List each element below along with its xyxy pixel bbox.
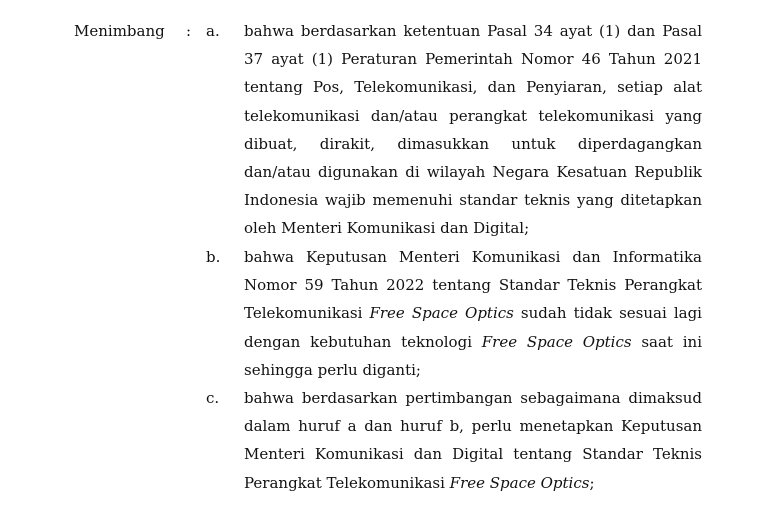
consideration-b-italic-term: Free Space Optics [369,304,514,323]
consideration-a-segment: bahwa berdasarkan ketentuan Pasal 34 ayat (1) dan Pasal 37 ayat (1) Peraturan Pemerintah Nomor 46 Tahun 2021 tentang Pos, Telekomunikasi, dan Penyiaran, setiap alat telekomunikasi dan/atau perangkat telekomunikasi yang dibuat, dirakit, dimasukkan untuk diperdagangkan dan/atau digunakan di wilayah Negara Kesatuan Republik Indonesia wajib memenuhi standar teknis yang ditetapkan oleh Menteri Komunikasi dan Digital; [244,22,702,238]
consideration-b-text [244,243,702,384]
consideration-a-text [244,17,702,243]
consideration-c-text [244,384,702,497]
consideration-b-segment: sudah tidak sesuai lagi dengan kebutuhan teknologi [244,304,702,351]
consideration-b-segment: bahwa Keputusan Menteri Komunikasi dan Informatika Nomor 59 Tahun 2022 tentang Standar Teknis Perangkat Telekomunikasi [244,248,702,323]
consideration-b-italic-term: Free Space Optics [481,332,632,351]
consideration-b-segment: saat ini sehingga perlu diganti; [244,332,702,379]
item-letter-c: c. [206,389,220,407]
item-letter-a: a. [206,22,220,40]
item-letter-b: b. [206,248,221,266]
consideration-c-segment: bahwa berdasarkan pertimbangan sebagaimana dimaksud dalam huruf a dan huruf b, perlu menetapkan Keputusan Menteri Komunikasi dan Digital tentang Standar Teknis Perangkat Telekomunikasi [244,389,702,492]
consideration-c-segment: ; [589,473,595,492]
section-heading-menimbang: Menimbang [74,22,165,40]
consideration-c-italic-term: Free Space Optics [449,473,590,492]
heading-colon: : [186,22,192,40]
